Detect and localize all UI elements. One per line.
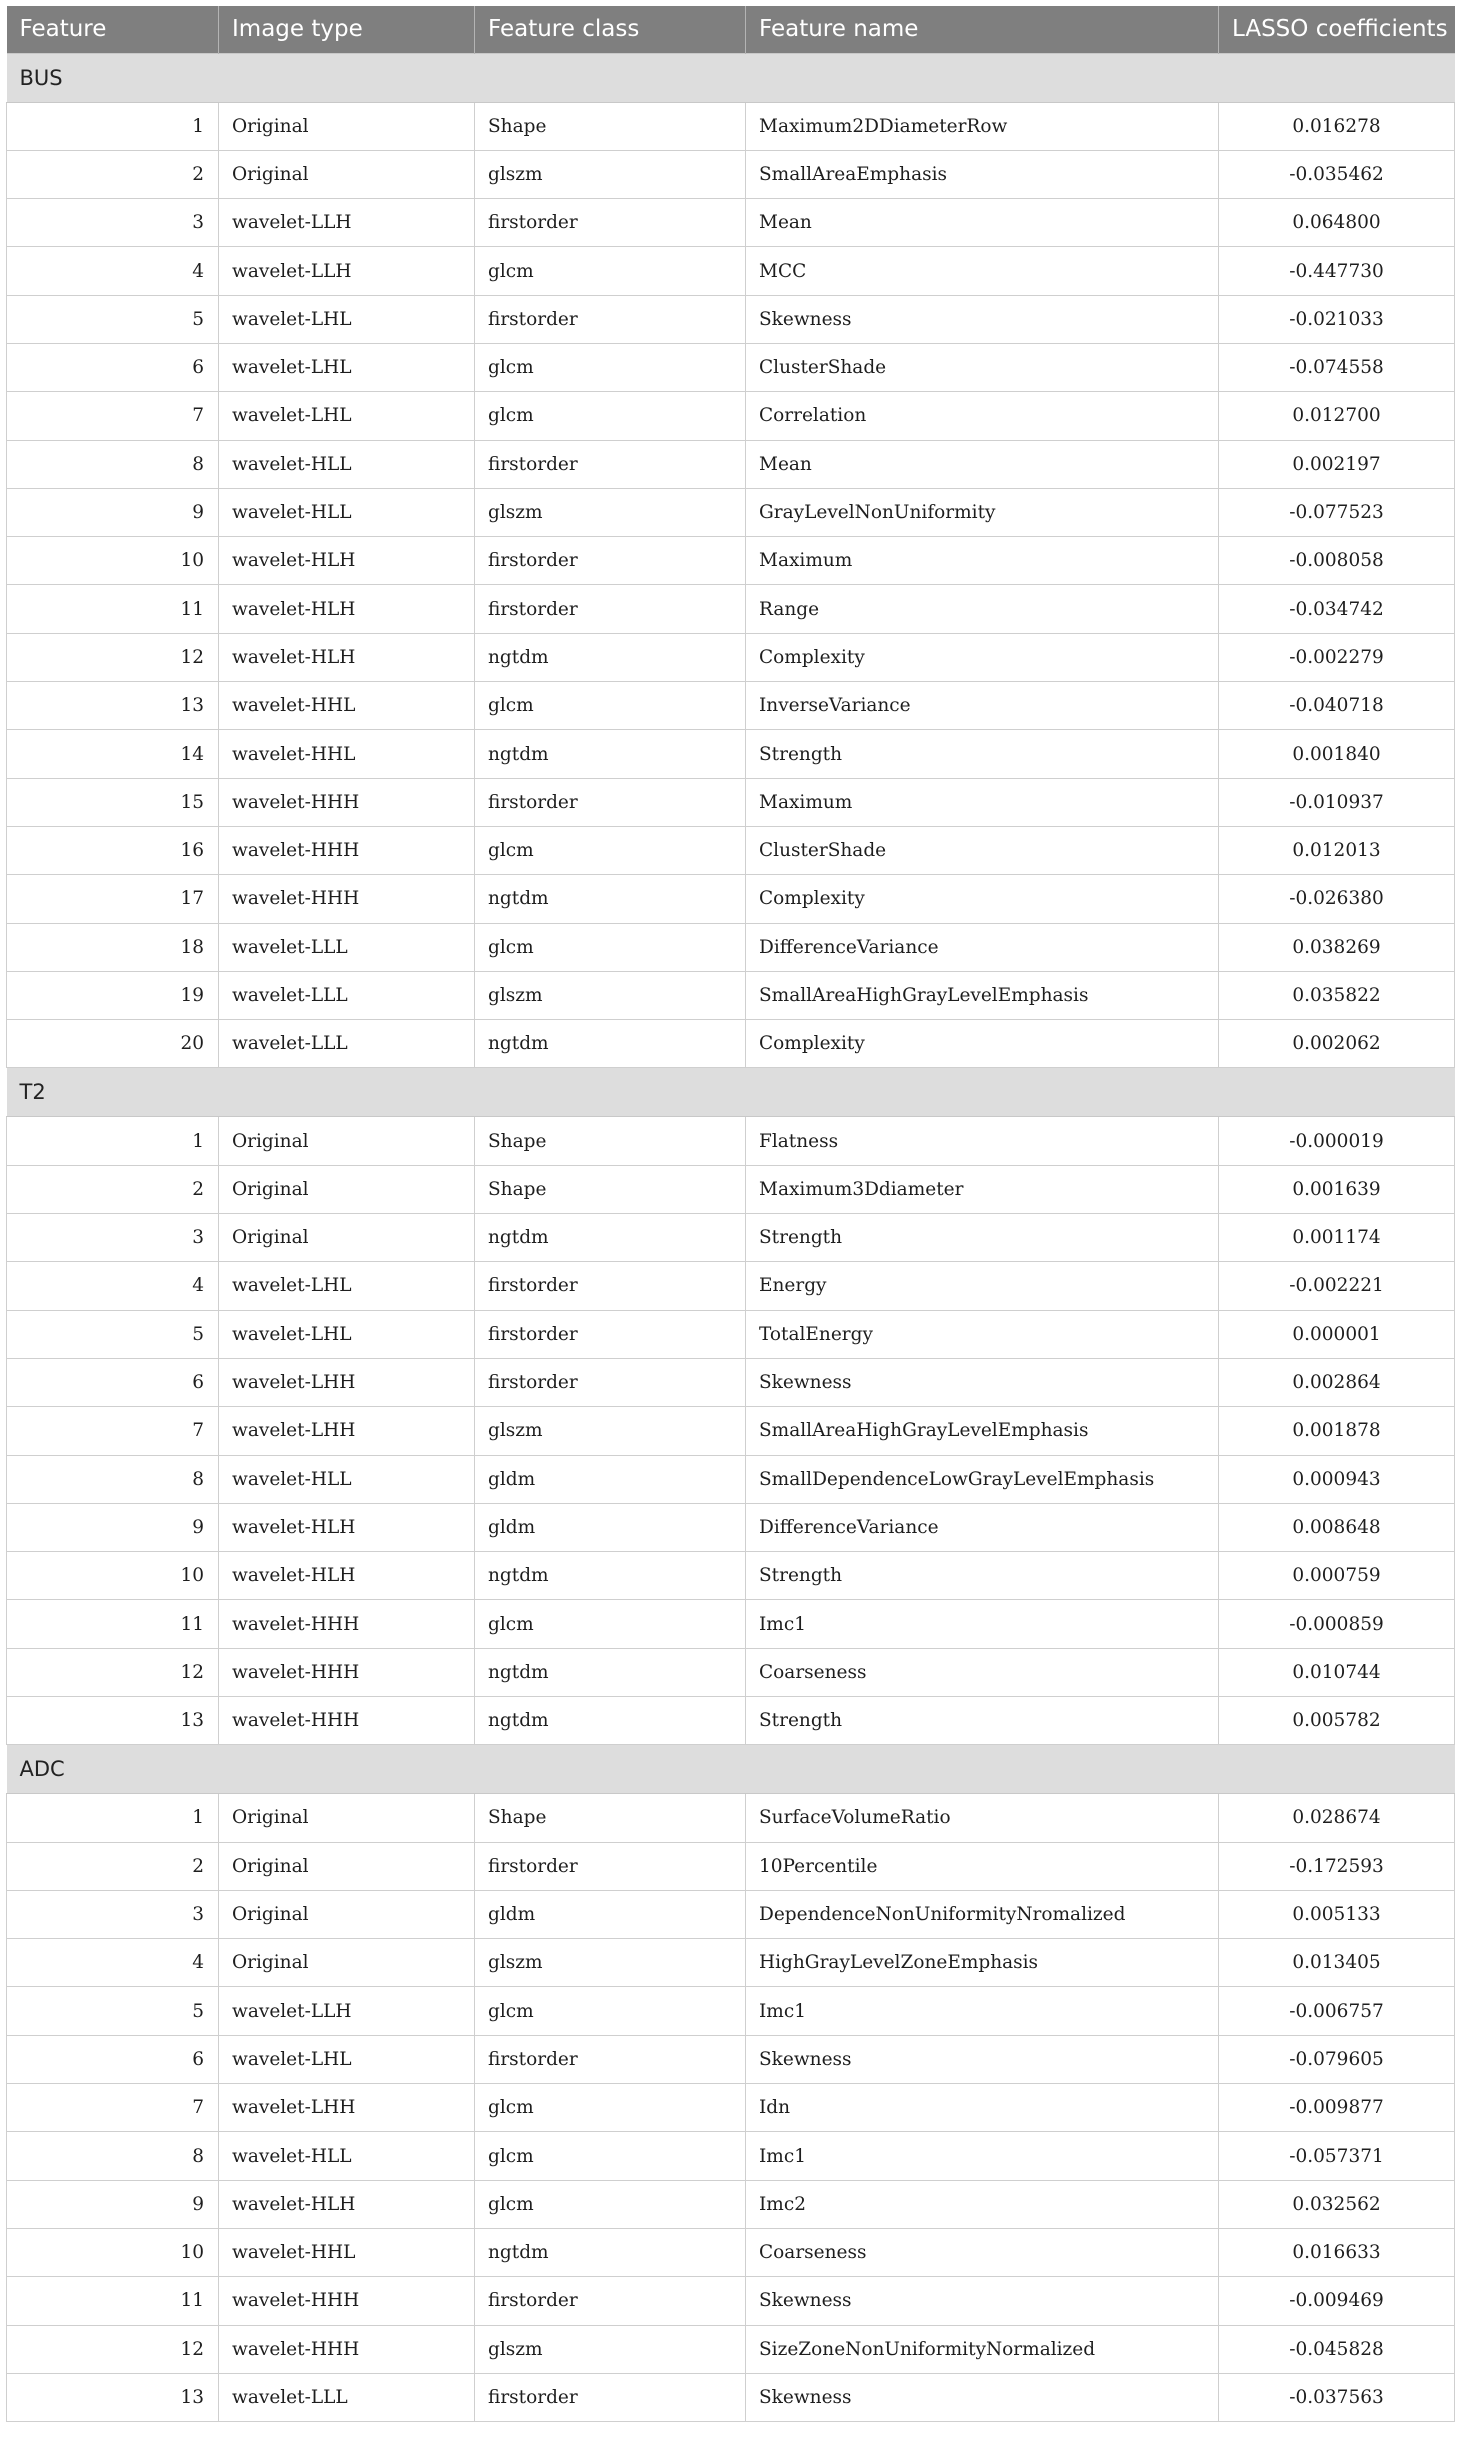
image-type-cell: wavelet-HHH xyxy=(219,1648,475,1696)
lasso-coefficient-cell: -0.074558 xyxy=(1219,343,1455,391)
image-type-cell: wavelet-HHL xyxy=(219,2228,475,2276)
feature-class-cell: ngtdm xyxy=(475,875,746,923)
image-type-cell: wavelet-HLH xyxy=(219,537,475,585)
table-row xyxy=(7,2084,1455,2132)
feature-index-cell: 10 xyxy=(7,1552,219,1600)
image-type-cell: wavelet-HHH xyxy=(219,875,475,923)
table-row xyxy=(7,1310,1455,1358)
feature-index-cell: 11 xyxy=(7,1600,219,1648)
table-row xyxy=(7,1794,1455,1842)
feature-class-cell: ngtdm xyxy=(475,1697,746,1745)
image-type-cell: wavelet-LLH xyxy=(219,199,475,247)
feature-index-cell: 2 xyxy=(7,1842,219,1890)
feature-name-cell: SurfaceVolumeRatio xyxy=(746,1794,1219,1842)
lasso-coefficient-cell: 0.028674 xyxy=(1219,1794,1455,1842)
feature-index-cell: 2 xyxy=(7,1165,219,1213)
feature-index-cell: 9 xyxy=(7,1503,219,1551)
lasso-coefficient-cell: -0.010937 xyxy=(1219,778,1455,826)
table-row xyxy=(7,1455,1455,1503)
feature-name-cell: InverseVariance xyxy=(746,682,1219,730)
feature-class-cell: glszm xyxy=(475,2325,746,2373)
lasso-coefficient-cell: -0.172593 xyxy=(1219,1842,1455,1890)
feature-name-cell: ClusterShade xyxy=(746,343,1219,391)
feature-name-cell: SmallAreaHighGrayLevelEmphasis xyxy=(746,1407,1219,1455)
image-type-cell: wavelet-LHH xyxy=(219,1358,475,1406)
lasso-coefficient-cell: 0.064800 xyxy=(1219,199,1455,247)
feature-class-cell: glcm xyxy=(475,2180,746,2228)
lasso-coefficient-cell: 0.000001 xyxy=(1219,1310,1455,1358)
table-row xyxy=(7,2180,1455,2228)
feature-class-cell: glcm xyxy=(475,682,746,730)
feature-class-cell: firstorder xyxy=(475,1842,746,1890)
table-row xyxy=(7,875,1455,923)
feature-name-cell: Coarseness xyxy=(746,1648,1219,1696)
feature-index-cell: 1 xyxy=(7,102,219,150)
feature-index-cell: 2 xyxy=(7,150,219,198)
feature-index-cell: 7 xyxy=(7,2084,219,2132)
feature-class-cell: glszm xyxy=(475,150,746,198)
image-type-cell: wavelet-LHL xyxy=(219,343,475,391)
image-type-cell: wavelet-HLL xyxy=(219,2132,475,2180)
feature-index-cell: 15 xyxy=(7,778,219,826)
feature-index-cell: 3 xyxy=(7,1890,219,1938)
feature-index-cell: 12 xyxy=(7,1648,219,1696)
feature-index-cell: 9 xyxy=(7,488,219,536)
feature-name-cell: Skewness xyxy=(746,2277,1219,2325)
table-body xyxy=(7,53,1455,2422)
table-row xyxy=(7,2373,1455,2421)
feature-class-cell: Shape xyxy=(475,1117,746,1165)
feature-class-cell: firstorder xyxy=(475,2035,746,2083)
feature-name-cell: Imc1 xyxy=(746,2132,1219,2180)
table-row xyxy=(7,488,1455,536)
group-row xyxy=(7,1068,1455,1117)
lasso-features-table xyxy=(6,6,1455,2422)
header-image-type: Image type xyxy=(219,6,475,53)
lasso-coefficient-cell: 0.001174 xyxy=(1219,1214,1455,1262)
feature-name-cell: Strength xyxy=(746,1214,1219,1262)
feature-class-cell: glcm xyxy=(475,923,746,971)
feature-index-cell: 19 xyxy=(7,971,219,1019)
image-type-cell: wavelet-LHL xyxy=(219,295,475,343)
feature-name-cell: SmallDependenceLowGrayLevelEmphasis xyxy=(746,1455,1219,1503)
image-type-cell: wavelet-LHH xyxy=(219,1407,475,1455)
image-type-cell: Original xyxy=(219,1214,475,1262)
lasso-coefficient-cell: 0.016633 xyxy=(1219,2228,1455,2276)
feature-index-cell: 20 xyxy=(7,1020,219,1068)
image-type-cell: wavelet-HHH xyxy=(219,1600,475,1648)
image-type-cell: Original xyxy=(219,150,475,198)
lasso-coefficient-cell: 0.000943 xyxy=(1219,1455,1455,1503)
lasso-coefficient-cell: 0.032562 xyxy=(1219,2180,1455,2228)
lasso-coefficient-cell: 0.005782 xyxy=(1219,1697,1455,1745)
table-row xyxy=(7,923,1455,971)
lasso-coefficient-cell: 0.013405 xyxy=(1219,1939,1455,1987)
lasso-coefficient-cell: -0.000859 xyxy=(1219,1600,1455,1648)
image-type-cell: wavelet-HLH xyxy=(219,1552,475,1600)
table-row xyxy=(7,150,1455,198)
table-row xyxy=(7,1600,1455,1648)
feature-class-cell: glszm xyxy=(475,1939,746,1987)
feature-name-cell: DifferenceVariance xyxy=(746,1503,1219,1551)
table-header xyxy=(7,6,1455,53)
image-type-cell: wavelet-LLL xyxy=(219,971,475,1019)
header-feature-class: Feature class xyxy=(475,6,746,53)
image-type-cell: wavelet-LHL xyxy=(219,1262,475,1310)
feature-name-cell: Imc1 xyxy=(746,1987,1219,2035)
feature-name-cell: Strength xyxy=(746,1552,1219,1600)
feature-class-cell: firstorder xyxy=(475,440,746,488)
feature-class-cell: ngtdm xyxy=(475,730,746,778)
feature-class-cell: firstorder xyxy=(475,537,746,585)
lasso-coefficient-cell: -0.009877 xyxy=(1219,2084,1455,2132)
group-row xyxy=(7,53,1455,102)
image-type-cell: wavelet-HHH xyxy=(219,1697,475,1745)
feature-name-cell: GrayLevelNonUniformity xyxy=(746,488,1219,536)
feature-name-cell: MCC xyxy=(746,247,1219,295)
feature-name-cell: Skewness xyxy=(746,2035,1219,2083)
image-type-cell: wavelet-LLL xyxy=(219,923,475,971)
table-row xyxy=(7,199,1455,247)
feature-class-cell: gldm xyxy=(475,1890,746,1938)
table-row xyxy=(7,1842,1455,1890)
table-row xyxy=(7,247,1455,295)
feature-class-cell: ngtdm xyxy=(475,2228,746,2276)
feature-name-cell: ClusterShade xyxy=(746,826,1219,874)
lasso-coefficient-cell: -0.021033 xyxy=(1219,295,1455,343)
feature-class-cell: firstorder xyxy=(475,2373,746,2421)
table-row xyxy=(7,1890,1455,1938)
table-row xyxy=(7,2277,1455,2325)
image-type-cell: wavelet-HLH xyxy=(219,633,475,681)
feature-class-cell: ngtdm xyxy=(475,633,746,681)
image-type-cell: wavelet-HHL xyxy=(219,682,475,730)
feature-name-cell: DifferenceVariance xyxy=(746,923,1219,971)
table-row xyxy=(7,1358,1455,1406)
feature-class-cell: glcm xyxy=(475,247,746,295)
image-type-cell: wavelet-LLH xyxy=(219,247,475,295)
lasso-coefficient-cell: 0.002864 xyxy=(1219,1358,1455,1406)
feature-index-cell: 7 xyxy=(7,1407,219,1455)
lasso-coefficient-cell: 0.001878 xyxy=(1219,1407,1455,1455)
feature-name-cell: HighGrayLevelZoneEmphasis xyxy=(746,1939,1219,1987)
group-row xyxy=(7,1745,1455,1794)
table-row xyxy=(7,537,1455,585)
group-label: ADC xyxy=(7,1745,1455,1794)
feature-name-cell: Imc1 xyxy=(746,1600,1219,1648)
table-row xyxy=(7,1552,1455,1600)
image-type-cell: wavelet-HLL xyxy=(219,440,475,488)
feature-index-cell: 12 xyxy=(7,633,219,681)
feature-class-cell: ngtdm xyxy=(475,1552,746,1600)
feature-class-cell: glcm xyxy=(475,826,746,874)
feature-class-cell: glszm xyxy=(475,971,746,1019)
table-row xyxy=(7,440,1455,488)
lasso-coefficient-cell: -0.002221 xyxy=(1219,1262,1455,1310)
feature-index-cell: 3 xyxy=(7,1214,219,1262)
feature-name-cell: 10Percentile xyxy=(746,1842,1219,1890)
lasso-coefficient-cell: -0.035462 xyxy=(1219,150,1455,198)
feature-class-cell: Shape xyxy=(475,1165,746,1213)
header-feature-name: Feature name xyxy=(746,6,1219,53)
feature-class-cell: gldm xyxy=(475,1455,746,1503)
lasso-coefficient-cell: -0.008058 xyxy=(1219,537,1455,585)
feature-index-cell: 11 xyxy=(7,585,219,633)
feature-index-cell: 16 xyxy=(7,826,219,874)
feature-class-cell: glszm xyxy=(475,488,746,536)
feature-class-cell: firstorder xyxy=(475,2277,746,2325)
image-type-cell: wavelet-LHH xyxy=(219,2084,475,2132)
feature-index-cell: 3 xyxy=(7,199,219,247)
feature-name-cell: Complexity xyxy=(746,633,1219,681)
feature-index-cell: 8 xyxy=(7,440,219,488)
lasso-coefficient-cell: 0.001639 xyxy=(1219,1165,1455,1213)
feature-name-cell: Maximum xyxy=(746,778,1219,826)
lasso-coefficient-cell: -0.000019 xyxy=(1219,1117,1455,1165)
feature-class-cell: ngtdm xyxy=(475,1648,746,1696)
feature-index-cell: 4 xyxy=(7,1262,219,1310)
feature-index-cell: 6 xyxy=(7,2035,219,2083)
image-type-cell: wavelet-LHL xyxy=(219,392,475,440)
feature-name-cell: Skewness xyxy=(746,1358,1219,1406)
image-type-cell: Original xyxy=(219,1117,475,1165)
feature-class-cell: gldm xyxy=(475,1503,746,1551)
feature-name-cell: Flatness xyxy=(746,1117,1219,1165)
image-type-cell: wavelet-HHH xyxy=(219,826,475,874)
feature-name-cell: Skewness xyxy=(746,295,1219,343)
table-row xyxy=(7,1648,1455,1696)
feature-class-cell: glcm xyxy=(475,1987,746,2035)
feature-index-cell: 8 xyxy=(7,1455,219,1503)
table-row xyxy=(7,2132,1455,2180)
lasso-coefficient-cell: 0.016278 xyxy=(1219,102,1455,150)
image-type-cell: Original xyxy=(219,1842,475,1890)
table-row xyxy=(7,1165,1455,1213)
feature-index-cell: 13 xyxy=(7,2373,219,2421)
lasso-coefficient-cell: 0.010744 xyxy=(1219,1648,1455,1696)
image-type-cell: wavelet-HHL xyxy=(219,730,475,778)
feature-index-cell: 6 xyxy=(7,1358,219,1406)
feature-index-cell: 9 xyxy=(7,2180,219,2228)
feature-index-cell: 11 xyxy=(7,2277,219,2325)
group-label: T2 xyxy=(7,1068,1455,1117)
feature-name-cell: TotalEnergy xyxy=(746,1310,1219,1358)
lasso-coefficient-cell: -0.057371 xyxy=(1219,2132,1455,2180)
table-row xyxy=(7,826,1455,874)
feature-class-cell: firstorder xyxy=(475,199,746,247)
table-row xyxy=(7,971,1455,1019)
feature-index-cell: 4 xyxy=(7,247,219,295)
feature-name-cell: Range xyxy=(746,585,1219,633)
feature-name-cell: Energy xyxy=(746,1262,1219,1310)
feature-class-cell: glcm xyxy=(475,2132,746,2180)
header-row xyxy=(7,6,1455,53)
image-type-cell: Original xyxy=(219,1890,475,1938)
feature-index-cell: 10 xyxy=(7,537,219,585)
feature-name-cell: Mean xyxy=(746,199,1219,247)
table-row xyxy=(7,2325,1455,2373)
feature-index-cell: 5 xyxy=(7,1987,219,2035)
feature-class-cell: glcm xyxy=(475,343,746,391)
table-row xyxy=(7,1262,1455,1310)
feature-name-cell: Skewness xyxy=(746,2373,1219,2421)
image-type-cell: wavelet-LLL xyxy=(219,1020,475,1068)
image-type-cell: wavelet-HLH xyxy=(219,585,475,633)
feature-index-cell: 6 xyxy=(7,343,219,391)
group-label: BUS xyxy=(7,53,1455,102)
table-row xyxy=(7,682,1455,730)
feature-index-cell: 10 xyxy=(7,2228,219,2276)
table-row xyxy=(7,2035,1455,2083)
feature-name-cell: Correlation xyxy=(746,392,1219,440)
table-row xyxy=(7,778,1455,826)
feature-index-cell: 1 xyxy=(7,1794,219,1842)
feature-class-cell: firstorder xyxy=(475,1262,746,1310)
image-type-cell: wavelet-HHH xyxy=(219,778,475,826)
feature-name-cell: Strength xyxy=(746,730,1219,778)
table-row xyxy=(7,392,1455,440)
table-row xyxy=(7,633,1455,681)
feature-class-cell: Shape xyxy=(475,102,746,150)
feature-class-cell: ngtdm xyxy=(475,1214,746,1262)
lasso-coefficient-cell: -0.009469 xyxy=(1219,2277,1455,2325)
table-row xyxy=(7,1503,1455,1551)
feature-class-cell: firstorder xyxy=(475,1310,746,1358)
feature-index-cell: 7 xyxy=(7,392,219,440)
feature-class-cell: glcm xyxy=(475,2084,746,2132)
table-row xyxy=(7,295,1455,343)
feature-index-cell: 14 xyxy=(7,730,219,778)
image-type-cell: wavelet-LHL xyxy=(219,1310,475,1358)
lasso-coefficient-cell: -0.026380 xyxy=(1219,875,1455,923)
feature-name-cell: Mean xyxy=(746,440,1219,488)
table-row xyxy=(7,1987,1455,2035)
feature-index-cell: 1 xyxy=(7,1117,219,1165)
feature-name-cell: SizeZoneNonUniformityNormalized xyxy=(746,2325,1219,2373)
table-row xyxy=(7,102,1455,150)
table-row xyxy=(7,1214,1455,1262)
feature-index-cell: 5 xyxy=(7,295,219,343)
feature-name-cell: SmallAreaEmphasis xyxy=(746,150,1219,198)
feature-index-cell: 13 xyxy=(7,1697,219,1745)
feature-name-cell: Strength xyxy=(746,1697,1219,1745)
lasso-coefficient-cell: -0.006757 xyxy=(1219,1987,1455,2035)
feature-index-cell: 5 xyxy=(7,1310,219,1358)
image-type-cell: wavelet-HLH xyxy=(219,2180,475,2228)
feature-class-cell: Shape xyxy=(475,1794,746,1842)
lasso-coefficient-cell: 0.002197 xyxy=(1219,440,1455,488)
feature-class-cell: glcm xyxy=(475,1600,746,1648)
header-lasso-coefficients: LASSO coefficients xyxy=(1219,6,1455,53)
lasso-coefficient-cell: 0.012700 xyxy=(1219,392,1455,440)
image-type-cell: wavelet-LLH xyxy=(219,1987,475,2035)
feature-class-cell: firstorder xyxy=(475,778,746,826)
table-row xyxy=(7,1117,1455,1165)
feature-name-cell: Maximum2DDiameterRow xyxy=(746,102,1219,150)
feature-name-cell: Imc2 xyxy=(746,2180,1219,2228)
table-row xyxy=(7,2228,1455,2276)
image-type-cell: wavelet-HLH xyxy=(219,1503,475,1551)
image-type-cell: wavelet-HHH xyxy=(219,2325,475,2373)
feature-index-cell: 18 xyxy=(7,923,219,971)
lasso-coefficient-cell: 0.002062 xyxy=(1219,1020,1455,1068)
feature-name-cell: Maximum xyxy=(746,537,1219,585)
feature-index-cell: 17 xyxy=(7,875,219,923)
table-row xyxy=(7,1407,1455,1455)
table-row xyxy=(7,343,1455,391)
table-row xyxy=(7,1939,1455,1987)
feature-class-cell: firstorder xyxy=(475,585,746,633)
image-type-cell: wavelet-HLL xyxy=(219,488,475,536)
lasso-coefficient-cell: 0.008648 xyxy=(1219,1503,1455,1551)
image-type-cell: wavelet-LLL xyxy=(219,2373,475,2421)
image-type-cell: Original xyxy=(219,102,475,150)
image-type-cell: wavelet-LHL xyxy=(219,2035,475,2083)
image-type-cell: Original xyxy=(219,1165,475,1213)
lasso-coefficient-cell: -0.079605 xyxy=(1219,2035,1455,2083)
image-type-cell: Original xyxy=(219,1794,475,1842)
lasso-coefficient-cell: -0.040718 xyxy=(1219,682,1455,730)
table-row xyxy=(7,730,1455,778)
lasso-coefficient-cell: 0.012013 xyxy=(1219,826,1455,874)
image-type-cell: wavelet-HLL xyxy=(219,1455,475,1503)
lasso-coefficient-cell: 0.038269 xyxy=(1219,923,1455,971)
feature-class-cell: ngtdm xyxy=(475,1020,746,1068)
lasso-coefficient-cell: -0.037563 xyxy=(1219,2373,1455,2421)
image-type-cell: Original xyxy=(219,1939,475,1987)
feature-name-cell: Complexity xyxy=(746,875,1219,923)
feature-name-cell: SmallAreaHighGrayLevelEmphasis xyxy=(746,971,1219,1019)
feature-name-cell: Idn xyxy=(746,2084,1219,2132)
lasso-coefficient-cell: 0.005133 xyxy=(1219,1890,1455,1938)
feature-index-cell: 8 xyxy=(7,2132,219,2180)
feature-name-cell: DependenceNonUniformityNromalized xyxy=(746,1890,1219,1938)
feature-class-cell: firstorder xyxy=(475,295,746,343)
feature-index-cell: 4 xyxy=(7,1939,219,1987)
feature-name-cell: Maximum3Ddiameter xyxy=(746,1165,1219,1213)
lasso-coefficient-cell: -0.077523 xyxy=(1219,488,1455,536)
feature-index-cell: 12 xyxy=(7,2325,219,2373)
table-row xyxy=(7,585,1455,633)
feature-name-cell: Coarseness xyxy=(746,2228,1219,2276)
feature-class-cell: glcm xyxy=(475,392,746,440)
lasso-coefficient-cell: -0.034742 xyxy=(1219,585,1455,633)
lasso-coefficient-cell: 0.035822 xyxy=(1219,971,1455,1019)
lasso-coefficient-cell: -0.447730 xyxy=(1219,247,1455,295)
image-type-cell: wavelet-HHH xyxy=(219,2277,475,2325)
lasso-coefficient-cell: 0.000759 xyxy=(1219,1552,1455,1600)
table-row xyxy=(7,1697,1455,1745)
feature-class-cell: glszm xyxy=(475,1407,746,1455)
lasso-coefficient-cell: 0.001840 xyxy=(1219,730,1455,778)
lasso-coefficient-cell: -0.002279 xyxy=(1219,633,1455,681)
feature-index-cell: 13 xyxy=(7,682,219,730)
table-row xyxy=(7,1020,1455,1068)
feature-class-cell: firstorder xyxy=(475,1358,746,1406)
lasso-coefficient-cell: -0.045828 xyxy=(1219,2325,1455,2373)
feature-name-cell: Complexity xyxy=(746,1020,1219,1068)
header-feature: Feature xyxy=(7,6,219,53)
